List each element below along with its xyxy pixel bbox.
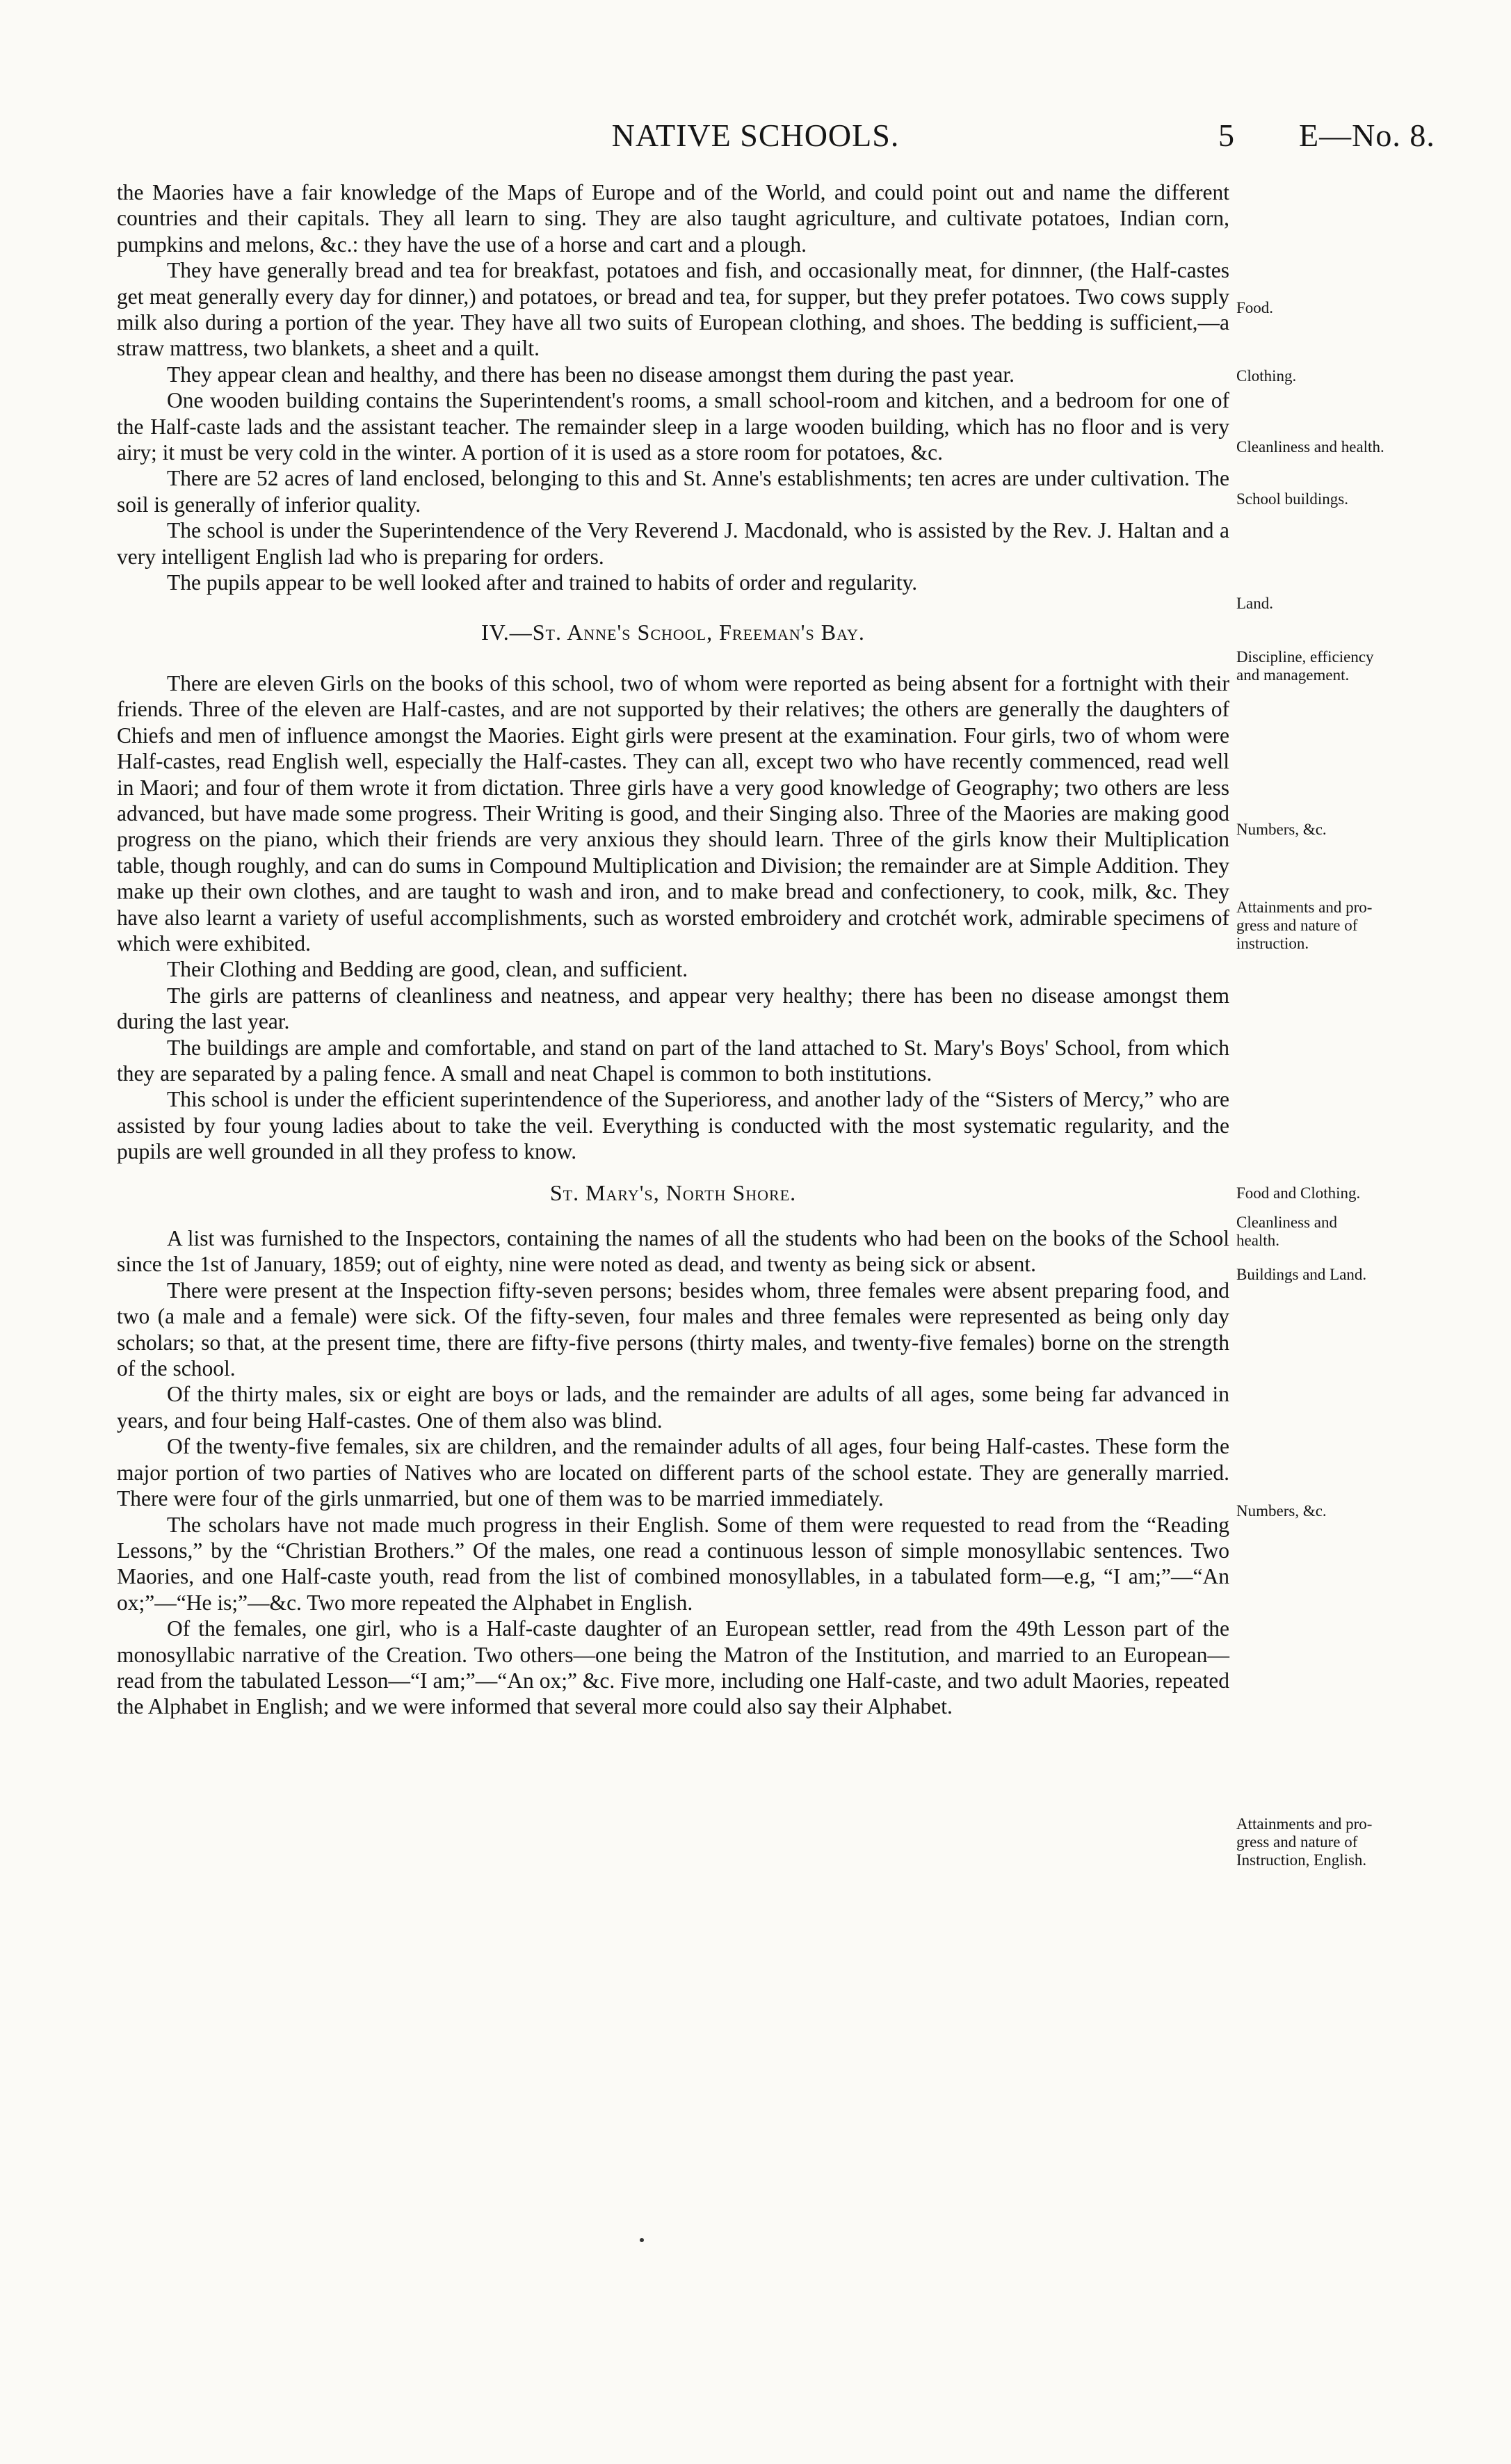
margin-note: School buildings. [1236, 490, 1349, 508]
paragraph: Of the females, one girl, who is a Half-caste daughter of an European settler, read from the 49th Lesson part of the monosyllabic narrative of the Creation. Two others—one being the Matron of the Institution, and married to an European—read from the tabulated Lesson—“I am;”—“An ox;” &c. Five more, including one Half-caste, and two adult Maories, repeated the Alphabet in English; and we were informed that several more could also say their Alphabet. [117, 1616, 1229, 1719]
paragraph: Their Clothing and Bedding are good, clean, and sufficient. [167, 957, 688, 982]
paragraph: A list was furnished to the Inspectors, containing the names of all the students who had been on the books of the School since the 1st of January, 1859; out of eighty, nine were noted as dead, and twenty as being sick or absent. [117, 1226, 1229, 1277]
paragraph: The school is under the Superintendence of the Very Reverend J. Macdonald, who is assisted by the Rev. J. Haltan and a very intelligent English lad who is preparing for orders. [117, 518, 1229, 569]
margin-note: Land. [1236, 595, 1274, 612]
section-heading: IV.—St. Anne's School, Freeman's Bay. [481, 619, 865, 645]
paragraph: The girls are patterns of cleanliness and neatness, and appear very healthy; there has been no disease amongst them during the last year. [117, 983, 1229, 1034]
paragraph: They appear clean and healthy, and there has been no disease amongst them during the past year. [167, 362, 1015, 387]
paragraph: Of the twenty-five females, six are children, and the remainder adults of all ages, four being Half-castes. These form the major portion of two parties of Natives who are located on different parts of the school estate. They are generally married. There were four of the girls unmarried, but one of them was to be married immediately. [117, 1434, 1229, 1511]
running-title: NATIVE SCHOOLS. [611, 118, 900, 153]
margin-note: Attainments and pro- gress and nature of instruction. [1236, 899, 1373, 952]
series-number: E—No. 8. [1299, 118, 1435, 153]
margin-note: Cleanliness and health. [1236, 1214, 1337, 1249]
paragraph: The buildings are ample and comfortable, and stand on part of the land attached to St. Mary's Boys' School, from which they are separated by a paling fence. A small and neat Chapel is common to both institutions. [117, 1035, 1229, 1086]
paragraph: This school is under the efficient superintendence of the Superioress, and another lady of the “Sisters of Mercy,” who are assisted by four young ladies about to take the veil. Everything is conducted with the most systematic regularity, and the pupils are well grounded in all they profess to know. [117, 1087, 1229, 1164]
margin-note: Food. [1236, 299, 1274, 316]
margin-note: Numbers, &c. [1236, 1502, 1327, 1520]
main-text [117, 179, 1229, 1720]
printer-mark [640, 2238, 644, 2242]
paragraph: There are eleven Girls on the books of this school, two of whom were reported as being absent for a fortnight with their friends. Three of the eleven are Half-castes, and are not supported by their relatives; the others are generally the daughters of Chiefs and men of influence amongst the Maories. Eight girls were present at the examination. Four girls, two of whom were Half-castes, read English well, especially the Half-castes. They can all, except two who have recently commenced, read well in Maori; and four of them wrote it from dictation. Three girls have a very good knowledge of Geography; two others are less advanced, but have made some progress. Their Writing is good, and their Singing also. Three of the Maories are making good progress on the piano, which their friends are very anxious they should learn. Three of the girls know their Multiplication table, though roughly, and can do sums in Compound Multiplication and Division; the remainder are at Simple Addition. They make up their own clothes, and are taught to wash and iron, and to make bread and confectionery, to cook, milk, &c. They have also learnt a variety of useful accomplishments, such as worsted embroidery and crotchét work, admirable specimens of which were exhibited. [117, 670, 1229, 956]
paragraph: They have generally bread and tea for breakfast, potatoes and fish, and occasionally meat, for dinnner, (the Half-castes get meat generally every day for dinner,) and potatoes, or bread and tea, for supper, but they prefer potatoes. Two cows supply milk also during a portion of the year. They have all two suits of European clothing, and shoes. The bedding is sufficient,—a straw mattress, two blankets, a sheet and a quilt. [117, 258, 1229, 361]
margin-note: Discipline, efficiency and management. [1236, 648, 1374, 684]
paragraph: the Maories have a fair knowledge of the Maps of Europe and of the World, and could point out and name the different countries and their capitals. They all learn to sing. They are also taught agriculture, and cultivate potatoes, Indian corn, pumpkins and melons, &c.: they have the use of a horse and cart and a plough. [117, 180, 1229, 257]
page-number: 5 [1218, 118, 1234, 153]
paragraph: The pupils appear to be well looked after and trained to habits of order and regularity. [167, 570, 918, 595]
paragraph: One wooden building contains the Superintendent's rooms, a small school-room and kitchen, and a bedroom for one of the Half-caste lads and the assistant teacher. The remainder sleep in a large wooden building, which has no floor and is very airy; it must be very cold in the winter. A portion of it is used as a store room for potatoes, &c. [117, 388, 1229, 465]
margin-note: Attainments and pro- gress and nature of Instruction, English. [1236, 1815, 1373, 1869]
margin-note: Cleanliness and health. [1236, 438, 1384, 456]
paragraph: The scholars have not made much progress in their English. Some of them were requested to read from the “Reading Lessons,” by the “Christian Brothers.” Of the males, one read a continuous lesson of simple monosyllabic sentences. Two Maories, and one Half-caste youth, read from the list of combined monosyllables, in a tabulated form—e.g, “I am;”—“An ox;”—“He is;”—&c. Two more repeated the Alphabet in English. [117, 1512, 1229, 1615]
paragraph: Of the thirty males, six or eight are boys or lads, and the remainder are adults of all ages, some being far advanced in years, and four being Half-castes. One of them also was blind. [117, 1382, 1229, 1433]
page-header [0, 117, 1511, 159]
paragraph: There are 52 acres of land enclosed, belonging to this and St. Anne's establishments; ten acres are under cultivation. The soil is generally of inferior quality. [117, 466, 1229, 517]
margin-note: Clothing. [1236, 367, 1297, 385]
margin-note: Food and Clothing. [1236, 1184, 1361, 1202]
margin-note: Buildings and Land. [1236, 1266, 1367, 1283]
section-heading: St. Mary's, North Shore. [549, 1179, 797, 1205]
paragraph: There were present at the Inspection fifty-seven persons; besides whom, three females were absent preparing food, and two (a male and a female) were sick. Of the fifty-seven, four males and three females were represented as being only day scholars; so that, at the present time, there are fifty-five persons (thirty males, and twenty-five females) borne on the strength of the school. [117, 1278, 1229, 1381]
margin-note: Numbers, &c. [1236, 821, 1327, 838]
